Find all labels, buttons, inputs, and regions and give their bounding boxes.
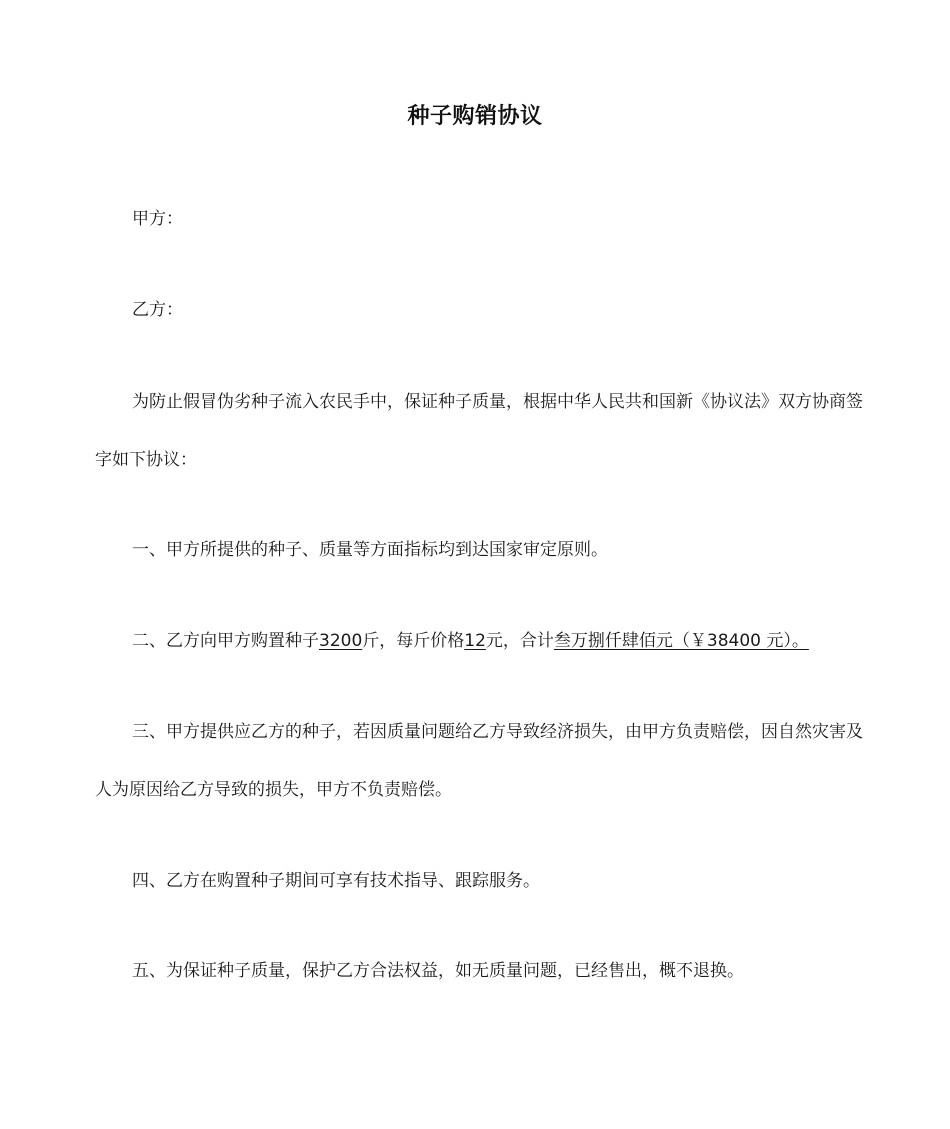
clause-2-price: 12 [464, 631, 486, 651]
document-title: 种子购销协议 [407, 104, 543, 129]
clause-2-quantity: 3200 [319, 631, 363, 651]
party-a-label: 甲方： [132, 209, 183, 229]
party-b-label: 乙方： [132, 300, 183, 320]
clause-1: 一、甲方所提供的种子、质量等方面指标均到达国家审定原则。 [132, 540, 608, 560]
intro-paragraph: 为防止假冒伪劣种子流入农民手中，保证种子质量，根据中华人民共和国新《协议法》双方协商签字如下协议： [95, 392, 863, 470]
clause-4: 四、乙方在购置种子期间可享有技术指导、跟踪服务。 [132, 871, 540, 891]
clause-2-unit-yuan: 元，合计 [485, 631, 554, 651]
clause-2 [95, 612, 863, 670]
clause-5: 五、为保证种子质量，保护乙方合法权益，如无质量问题，已经售出，概不退换。 [132, 961, 744, 981]
clause-2-total: 叁万捌仟肆佰元（￥38400 元）。 [553, 631, 809, 651]
clause-3: 三、甲方提供应乙方的种子，若因质量问题给乙方导致经济损失，由甲方负责赔偿，因自然灾害及人为原因给乙方导致的损失，甲方不负责赔偿。 [95, 722, 863, 800]
clause-2-prefix: 二、乙方向甲方购置种子 [132, 631, 319, 651]
clause-2-unit-jin: 斤，每斤价格 [362, 631, 465, 651]
